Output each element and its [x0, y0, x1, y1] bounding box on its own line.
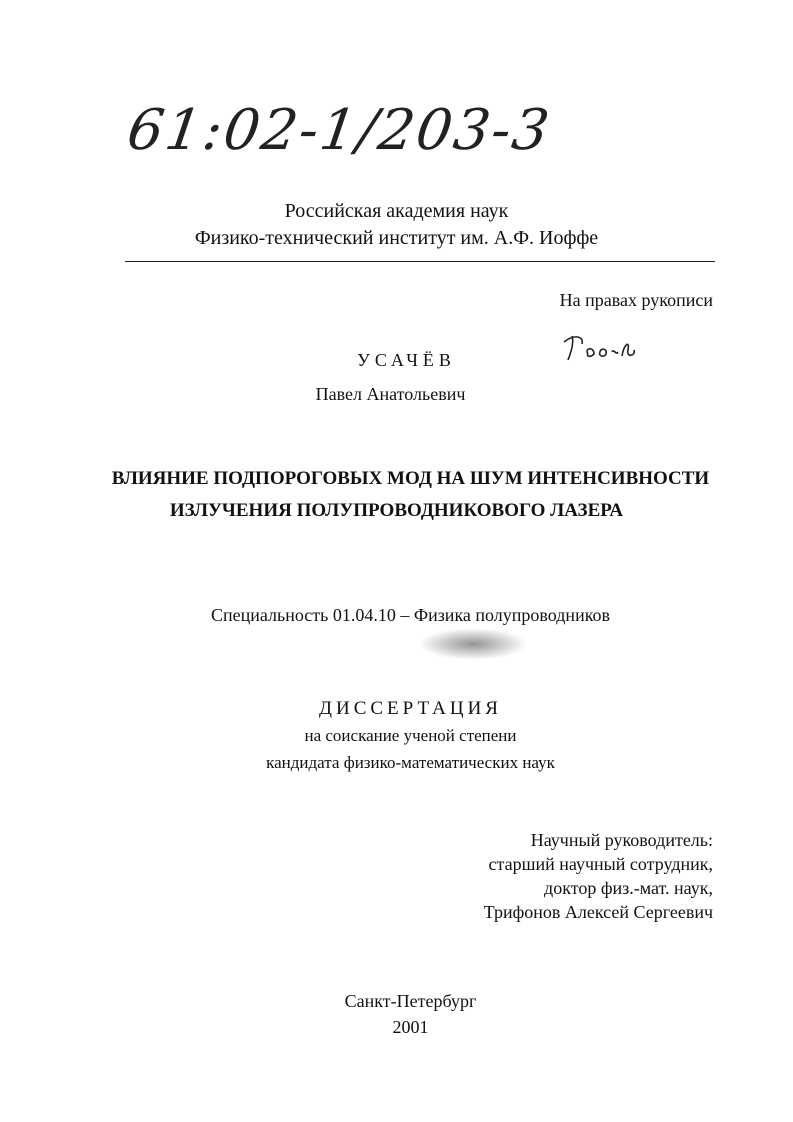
- specialty: Специальность 01.04.10 – Физика полупроводников: [210, 605, 611, 625]
- author-surname: УСАЧЁВ: [357, 350, 456, 370]
- header-divider: [125, 261, 715, 262]
- handwritten-code: 61:02-1/203-3: [123, 98, 555, 163]
- supervisor-position: старший научный сотрудник,: [488, 854, 713, 874]
- stamp-smudge: [418, 628, 528, 660]
- org-line-2: Физико-технический институт им. А.Ф. Иоффе: [194, 227, 599, 249]
- org-line-1: Российская академия наук: [284, 200, 509, 222]
- supervisor-heading: Научный руководитель:: [530, 830, 713, 850]
- degree-line-1: на соискание ученой степени: [304, 726, 517, 745]
- thesis-type: ДИССЕРТАЦИЯ: [319, 698, 502, 719]
- author-name: Павел Анатольевич: [315, 384, 466, 404]
- thesis-title-line-2: ИЗЛУЧЕНИЯ ПОЛУПРОВОДНИКОВОГО ЛАЗЕРА: [169, 500, 624, 521]
- rights-note: На правах рукописи: [559, 290, 713, 310]
- supervisor-degree: доктор физ.-мат. наук,: [544, 878, 713, 898]
- thesis-title-line-1: ВЛИЯНИЕ ПОДПОРОГОВЫХ МОД НА ШУМ ИНТЕНСИВНОСТИ: [111, 468, 710, 489]
- supervisor-name: Трифонов Алексей Сергеевич: [483, 902, 713, 922]
- city: Санкт-Петербург: [344, 991, 477, 1011]
- degree-line-2: кандидата физико-математических наук: [266, 753, 555, 772]
- year: 2001: [392, 1017, 429, 1037]
